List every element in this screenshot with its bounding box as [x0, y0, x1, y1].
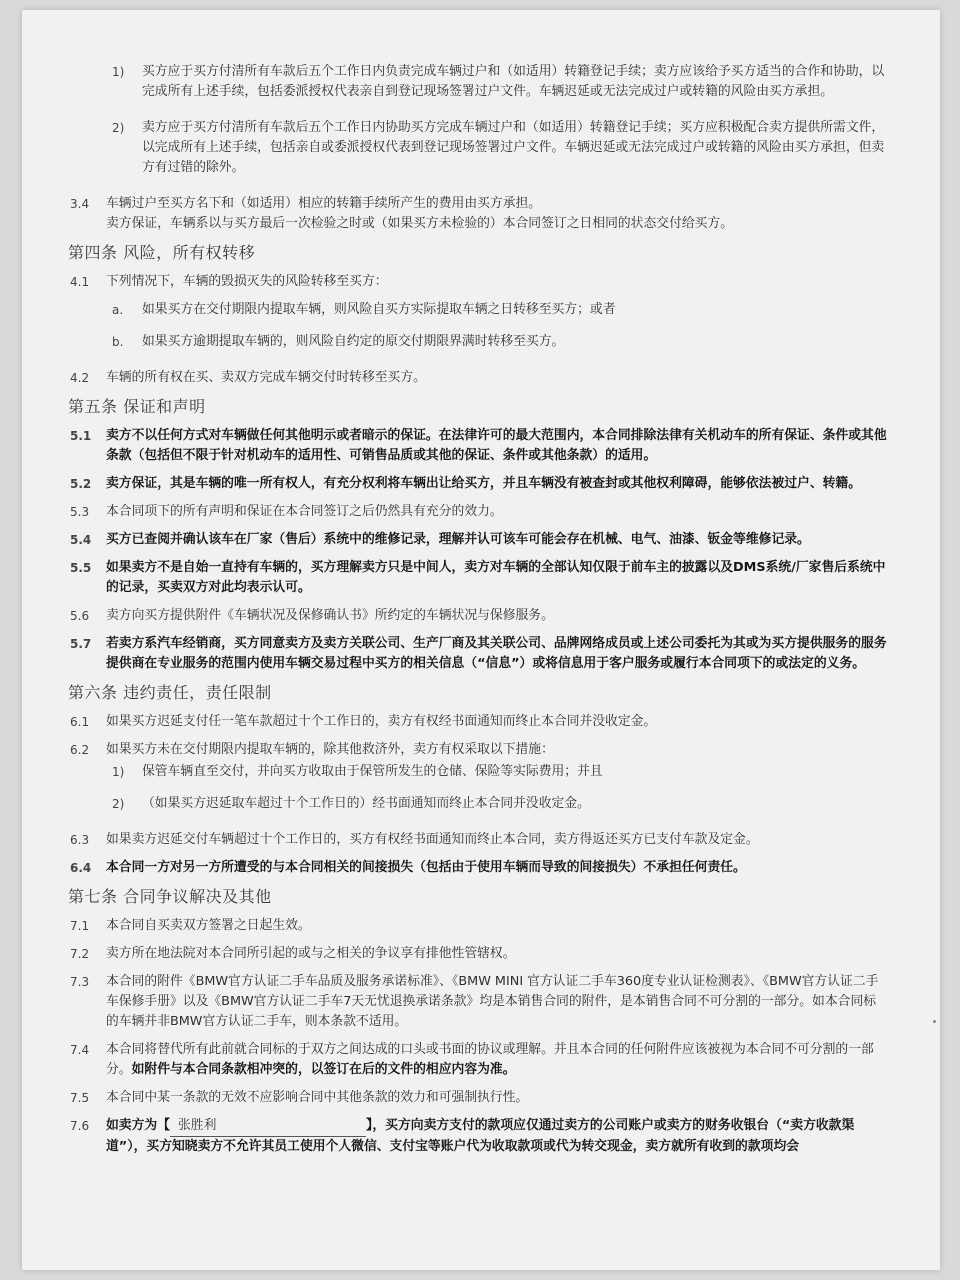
- clause-number: 4.2: [70, 371, 90, 385]
- clause-7-2: [68, 944, 888, 964]
- clause-4-2: [68, 368, 888, 388]
- clause-text: 卖方所在地法院对本合同所引起的或与之相关的争议享有排他性管辖权。: [106, 946, 516, 961]
- clause-number: 4.1: [70, 275, 90, 289]
- article-7-heading: 第七条 合同争议解决及其他: [68, 887, 272, 906]
- clause-5-2: [68, 474, 888, 494]
- list-item: [68, 300, 888, 320]
- clause-text: 本合同的附件《BMW官方认证二手车品质及服务承诺标准》、《BMW MINI 官方认证二手车360度专业认证检测表》、《BMW官方认证二手车保修手册》以及《BMW官方认证二手车7天无忧退换承诺条款》均是本销售合同的附件，是本销售合同不可分割的一部分。如本合同标的车辆并非BMW官方认证二手车，则本条款不适用。: [106, 974, 879, 1029]
- clause-text: 卖方不以任何方式对车辆做任何其他明示或者暗示的保证。在法律许可的最大范围内，本合同排除法律有关机动车的所有保证、条件或其他条款（包括但不限于针对机动车的适用性、可销售品质或其他的保证、条件或其他条款）的适用。: [106, 428, 887, 463]
- clause-5-1: [68, 426, 888, 466]
- clause-text: 如果卖方不是自始一直持有车辆的，买方理解卖方只是中间人，卖方对车辆的全部认知仅限于前车主的披露以及DMS系统/厂家售后系统中的记录，买卖双方对此均表示认可。: [106, 560, 886, 595]
- item-number: 2): [112, 797, 125, 811]
- clause-number: 6.1: [70, 715, 90, 729]
- seller-name-field: 张胜利: [170, 1116, 366, 1137]
- clause-number: 7.1: [70, 919, 90, 933]
- list-item: [68, 118, 888, 178]
- article-6-heading: 第六条 违约责任，责任限制: [68, 683, 272, 702]
- clause-number: 7.5: [70, 1091, 90, 1105]
- clause-number: 7.3: [70, 975, 90, 989]
- item-text: 如果买方逾期提取车辆的，则风险自约定的原交付期限界满时转移至买方。: [142, 334, 565, 349]
- clause-7-1: [68, 916, 888, 936]
- clause-5-5: [68, 558, 888, 598]
- clause-7-5: [68, 1088, 888, 1108]
- article-4-heading: 第四条 风险，所有权转移: [68, 243, 256, 262]
- clause-5-3: [68, 502, 888, 522]
- clause-text-plain: 本合同将替代所有此前就合同标的于双方之间达成的口头或书面的协议或理解。并且本合同的任何附件应该被视为本合同不可分割的一部分。: [106, 1042, 874, 1077]
- clause-text-bold: 如附件与本合同条款相冲突的，以签订在后的文件的相应内容为准。: [131, 1062, 516, 1077]
- clause-text: 如果卖方迟延交付车辆超过十个工作日的，买方有权经书面通知而终止本合同，卖方得返还买方已支付车款及定金。: [106, 832, 759, 847]
- clause-text: 卖方保证，其是车辆的唯一所有权人，有充分权利将车辆出让给买方，并且车辆没有被查封或其他权利障碍，能够依法被过户、转籍。: [106, 476, 862, 491]
- clause-5-4: [68, 530, 888, 550]
- clause-3-4: [68, 194, 888, 234]
- clause-number: 6.3: [70, 833, 90, 847]
- item-text: 买方应于买方付清所有车款后五个工作日内负责完成车辆过户和（如适用）转籍登记手续；卖方应该给予买方适当的合作和协助，以完成所有上述手续，包括委派授权代表亲自到登记现场签署过户文件。车辆迟延或无法完成过户或转籍的风险由买方承担。: [142, 64, 885, 99]
- clause-number: 5.2: [70, 477, 92, 491]
- article-5-clauses: [68, 426, 888, 674]
- clause-6-4: [68, 858, 888, 878]
- clause-number: 5.3: [70, 505, 90, 519]
- clause-6-1: [68, 712, 888, 732]
- clause-text: 本合同自买卖双方签署之日起生效。: [106, 918, 311, 933]
- list-item: [68, 762, 888, 782]
- clause-text: 车辆的所有权在买、卖双方完成车辆交付时转移至买方。: [106, 370, 426, 385]
- list-item: [68, 62, 888, 102]
- clause-5-6: [68, 606, 888, 626]
- list-item: [68, 332, 888, 352]
- clause-text: 本合同中某一条款的无效不应影响合同中其他条款的效力和可强制执行性。: [106, 1090, 529, 1105]
- clause-text: 本合同项下的所有声明和保证在本合同签订之后仍然具有充分的效力。: [106, 504, 503, 519]
- clause-5-7: [68, 634, 888, 674]
- clause-text: [106, 1116, 888, 1157]
- item-text: 保管车辆直至交付，并向买方收取由于保管所发生的仓储、保险等实际费用；并且: [142, 764, 603, 779]
- clause-7-6: [68, 1116, 888, 1157]
- clause-text: 本合同一方对另一方所遭受的与本合同相关的间接损失（包括由于使用车辆而导致的间接损失）不承担任何责任。: [106, 860, 746, 875]
- clause-7-4: [68, 1040, 888, 1080]
- clause-suffix: 】，买方向卖方支付的款项应仅通过卖方的公司账户或卖方的财务收银台（“卖方收款渠道”），买方知晓卖方不允许其员工使用个人微信、支付宝等账户代为收取款项或代为转交现金，卖方就所有收到的款项均会: [106, 1118, 855, 1154]
- clause-text: 车辆过户至买方名下和（如适用）相应的转籍手续所产生的费用由买方承担。: [106, 196, 542, 211]
- contract-body: [68, 62, 888, 1165]
- list-item: [68, 794, 888, 814]
- clause-text: 卖方向买方提供附件《车辆状况及保修确认书》所约定的车辆状况与保修服务。: [106, 608, 554, 623]
- article-5-heading: 第五条 保证和声明: [68, 397, 206, 416]
- clause-prefix: 如卖方为【: [106, 1118, 170, 1133]
- item-number: a.: [112, 303, 124, 317]
- item-text: （如果买方迟延取车超过十个工作日的）经书面通知而终止本合同并没收定金。: [142, 796, 590, 811]
- clause-number: 5.5: [70, 561, 92, 575]
- clause-number: 5.4: [70, 533, 92, 547]
- item-number: 2): [112, 121, 125, 135]
- contract-page: [22, 10, 940, 1270]
- clause-text: [106, 1040, 888, 1080]
- clause-number: 5.6: [70, 609, 90, 623]
- clause-number: 7.6: [70, 1119, 90, 1133]
- item-number: 1): [112, 65, 125, 79]
- clause-text: 买方已查阅并确认该车在厂家（售后）系统中的维修记录，理解并认可该车可能会存在机械、电气、油漆、钣金等维修记录。: [106, 532, 810, 547]
- clause-7-3: [68, 972, 888, 1032]
- clause-text: 如果买方迟延支付任一笔车款超过十个工作日的，卖方有权经书面通知而终止本合同并没收定金。: [106, 714, 657, 729]
- clause-text: 如果买方未在交付期限内提取车辆的，除其他救济外，卖方有权采取以下措施：: [106, 742, 554, 757]
- item-number: 1): [112, 765, 125, 779]
- clause-text: 若卖方系汽车经销商，买方同意卖方及卖方关联公司、生产厂商及其关联公司、品牌网络成员或上述公司委托为其或为买方提供服务的服务提供商在专业服务的范围内使用车辆交易过程中买方的相关信息（“信息”）或将信息用于客户服务或履行本合同项下的或法定的义务。: [106, 636, 887, 671]
- clause-number: 7.4: [70, 1043, 90, 1057]
- clause-4-1: [68, 272, 888, 292]
- clause-number: 6.2: [70, 743, 90, 757]
- clause-number: 3.4: [70, 197, 90, 211]
- clause-6-2: [68, 740, 888, 760]
- clause-number: 5.7: [70, 637, 92, 651]
- clause-number: 7.2: [70, 947, 90, 961]
- item-number: b.: [112, 335, 124, 349]
- clause-text: 卖方保证，车辆系以与买方最后一次检验之时或（如果买方未检验的）本合同签订之日相同的状态交付给买方。: [106, 216, 734, 231]
- item-text: 卖方应于买方付清所有车款后五个工作日内协助买方完成车辆过户和（如适用）转籍登记手续；买方应积极配合卖方提供所需文件，以完成所有上述手续，包括亲自或委派授权代表到登记现场签署过户文件。车辆迟延或无法完成过户或转籍的风险由买方承担，但卖方有过错的除外。: [142, 120, 885, 175]
- clause-text: 下列情况下，车辆的毁损灭失的风险转移至买方：: [106, 274, 388, 289]
- item-text: 如果买方在交付期限内提取车辆，则风险自买方实际提取车辆之日转移至买方；或者: [142, 302, 616, 317]
- clause-number: 5.1: [70, 429, 92, 443]
- paper-mark: [933, 1020, 936, 1023]
- clause-number: 6.4: [70, 861, 92, 875]
- clause-6-3: [68, 830, 888, 850]
